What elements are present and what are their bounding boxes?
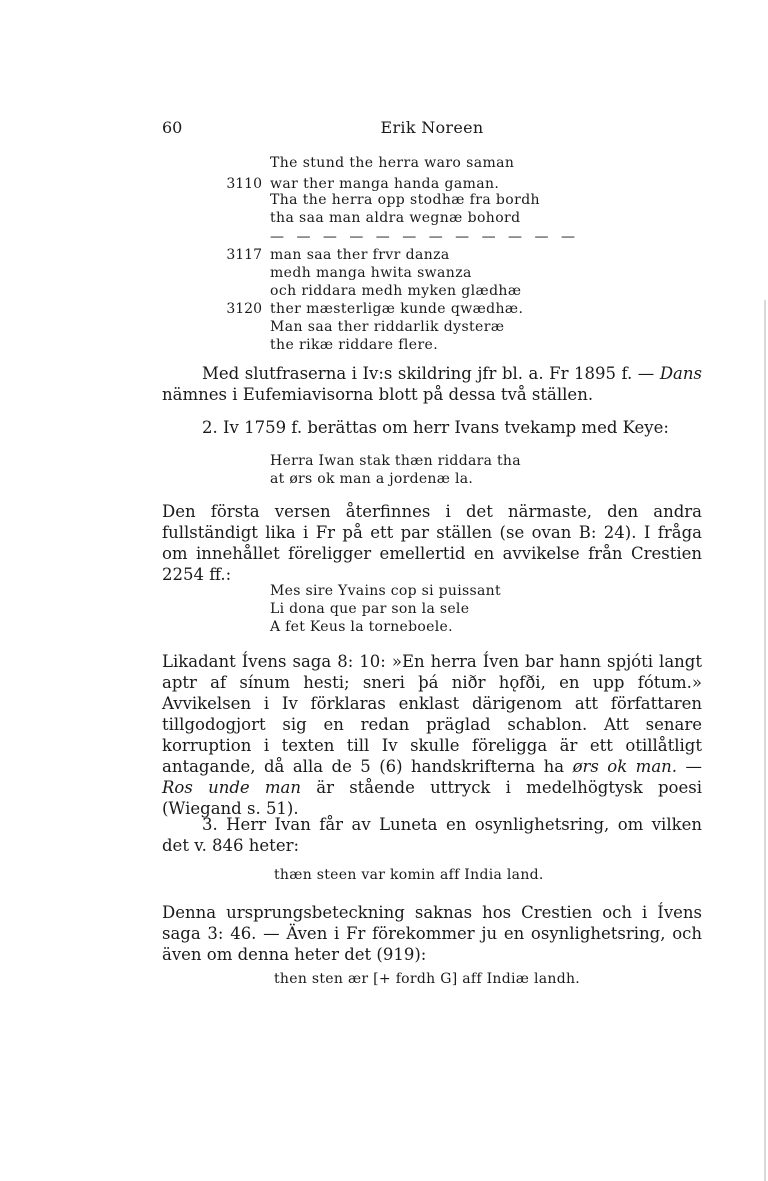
verse-line: tha saa man aldra wegnæ bohord xyxy=(270,210,521,226)
quote-line: thæn steen var komin aff India land. xyxy=(274,867,544,883)
verse-line: och riddara medh myken glædhæ xyxy=(270,283,522,299)
paragraph-text: nämnes i Eufemiavisorna blott på dessa två ställen. xyxy=(162,385,594,404)
quote-line: A fet Keus la torneboele. xyxy=(270,619,453,635)
paragraph-1 xyxy=(162,363,702,405)
paragraph-4 xyxy=(162,651,702,819)
paragraph-text: Den första versen återfinnes i det närmaste, den andra fullständigt lika i Fr på ett par ställen (se ovan B: 24). I fråga om innehållet föreligger emellertid en avvikelse från Crestien 2254 ff.: xyxy=(162,502,702,584)
verse-line: man saa ther frvr danza xyxy=(270,247,450,263)
paragraph-text: Denna ursprungsbeteckning saknas hos Crestien och i Ívens saga 3: 46. — Även i Fr förekommer ju en osynlighetsring, och även om denna heter det (919): xyxy=(162,903,702,964)
page-header xyxy=(162,118,702,140)
paragraph-text: — xyxy=(677,757,702,776)
page-edge-shadow xyxy=(764,300,766,1181)
paragraph-text: Likadant Ívens saga 8: 10: »En herra Íven bar hann spjóti langt aptr af sínum hesti; sneri þá niðr hǫfði, en upp fótum.» Avvikelsen i Iv förklaras enklast därigenom att författaren tillgodogjort sig en redan präglad schablon. Att senare korruption i texten till Iv skulle föreligga är ett otillåtligt antagande, då alla de 5 (6) handskrifterna ha xyxy=(162,652,702,776)
verse-line: war ther manga handa gaman. xyxy=(270,176,500,192)
italic-term: Dans xyxy=(659,364,702,383)
running-head: Erik Noreen xyxy=(380,118,484,137)
quote-line: then sten ær [+ fordh G] aff Indiæ landh. xyxy=(274,971,581,987)
verse-line: medh manga hwita swanza xyxy=(270,265,472,281)
verse-number: 3120 xyxy=(226,301,262,317)
paragraph-6 xyxy=(162,902,702,965)
verse-line: Man saa ther riddarlik dysteræ xyxy=(270,319,505,335)
paragraph-3 xyxy=(162,501,702,585)
paragraph-text: är stående uttryck i medelhögtysk poesi (Wiegand s. 51). xyxy=(162,778,702,818)
italic-term: ørs ok man. xyxy=(572,757,678,776)
paragraph-text: Med slutfraserna i Iv:s skildring jfr bl. a. Fr 1895 f. — xyxy=(202,364,660,383)
quote-line: at ørs ok man a jordenæ la. xyxy=(270,471,474,487)
verse-line: The stund the herra waro saman xyxy=(270,155,515,171)
verse-line: the rikæ riddare flere. xyxy=(270,337,439,353)
paragraph-5 xyxy=(162,814,702,856)
verse-line: ther mæsterligæ kunde qwædhæ. xyxy=(270,301,524,317)
verse-number: 3110 xyxy=(226,176,262,192)
paragraph-text: 2. Iv 1759 f. berättas om herr Ivans tvekamp med Keye: xyxy=(202,418,669,437)
italic-term: Ros unde man xyxy=(162,778,301,797)
verse-number: 3117 xyxy=(226,247,262,263)
verse-line: Tha the herra opp stodhæ fra bordh xyxy=(270,192,540,208)
paragraph-text: 3. Herr Ivan får av Luneta en osynlighetsring, om vilken det v. 846 heter: xyxy=(162,815,702,855)
omission-dashes: — — — — — — — — — — — — xyxy=(270,229,579,245)
paragraph-2 xyxy=(162,417,702,438)
page-number: 60 xyxy=(162,118,183,137)
quote-line: Li dona que par son la sele xyxy=(270,601,470,617)
quote-line: Mes sire Yvains cop si puissant xyxy=(270,583,501,599)
quote-line: Herra Iwan stak thæn riddara tha xyxy=(270,453,521,469)
